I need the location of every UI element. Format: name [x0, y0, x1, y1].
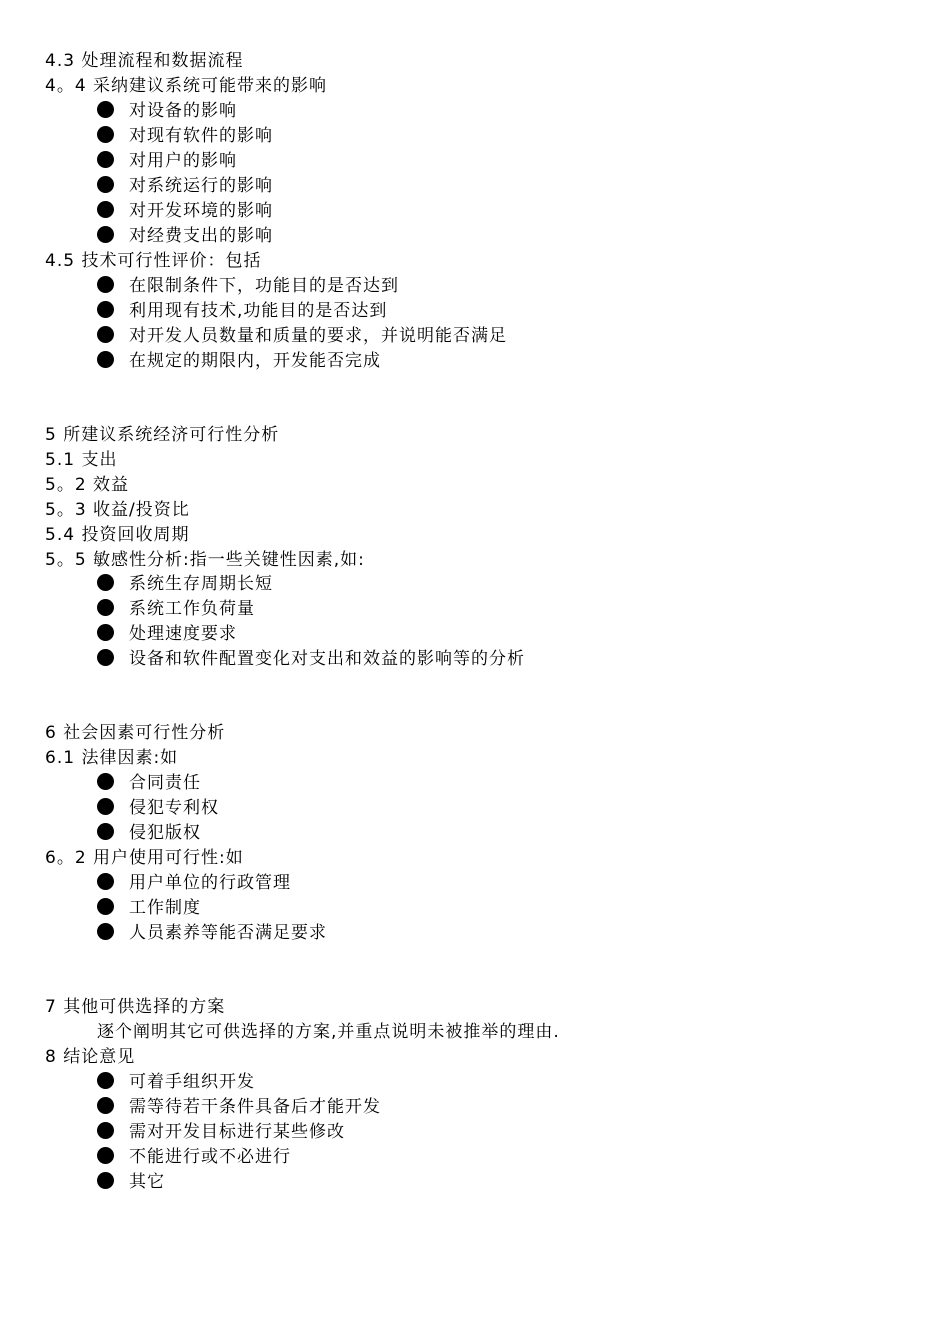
heading-8: 8 结论意见	[45, 1047, 136, 1067]
bullet-icon	[97, 923, 114, 940]
list-item	[97, 224, 273, 249]
list-item	[97, 274, 399, 299]
paragraph-7-text: 逐个阐明其它可供选择的方案,并重点说明未被推举的理由.	[97, 1022, 560, 1042]
list-item-text: 对系统运行的影响	[129, 176, 273, 196]
list-item-text: 用户单位的行政管理	[129, 873, 291, 893]
heading-5-2: 5。2 效益	[45, 475, 130, 495]
list-item	[97, 1120, 345, 1145]
heading-6: 6 社会因素可行性分析	[45, 723, 226, 743]
list-item-text: 系统工作负荷量	[129, 599, 255, 619]
list-item	[97, 771, 201, 796]
list-item	[97, 174, 273, 199]
heading-5: 5 所建议系统经济可行性分析	[45, 425, 280, 445]
bullet-icon	[97, 898, 114, 915]
heading-4-4: 4。4 采纳建议系统可能带来的影响	[45, 76, 328, 96]
list-item	[97, 299, 387, 324]
bullet-icon	[97, 1122, 114, 1139]
list-item-text: 其它	[129, 1172, 165, 1192]
list-item-text: 利用现有技术,功能目的是否达到	[129, 301, 388, 321]
list-item-text: 系统生存周期长短	[129, 574, 273, 594]
list-item	[97, 796, 219, 821]
bullet-icon	[97, 624, 114, 641]
list-item	[97, 597, 255, 622]
bullet-icon	[97, 1072, 114, 1089]
bullet-icon	[97, 201, 114, 218]
bullet-icon	[97, 773, 114, 790]
bullet-icon	[97, 798, 114, 815]
bullet-icon	[97, 226, 114, 243]
list-item	[97, 647, 525, 672]
bullet-icon	[97, 873, 114, 890]
list-item-text: 合同责任	[129, 773, 201, 793]
list-item	[97, 1095, 381, 1120]
list-item-text: 需等待若干条件具备后才能开发	[129, 1097, 381, 1117]
list-item	[97, 199, 273, 224]
bullet-icon	[97, 101, 114, 118]
list-item-text: 对设备的影响	[129, 101, 237, 121]
list-item-text: 在限制条件下，功能目的是否达到	[129, 276, 399, 296]
list-item-text: 需对开发目标进行某些修改	[129, 1122, 345, 1142]
list-item	[97, 622, 237, 647]
bullet-icon	[97, 126, 114, 143]
list-item	[97, 921, 327, 946]
bullet-icon	[97, 326, 114, 343]
list-item	[97, 124, 273, 149]
list-item	[97, 1170, 165, 1195]
heading-5-5: 5。5 敏感性分析:指一些关键性因素,如:	[45, 550, 365, 570]
list-item-text: 对现有软件的影响	[129, 126, 273, 146]
heading-7: 7 其他可供选择的方案	[45, 997, 226, 1017]
list-item-text: 侵犯版权	[129, 823, 201, 843]
bullet-icon	[97, 351, 114, 368]
bullet-icon	[97, 823, 114, 840]
list-item	[97, 1145, 291, 1170]
bullet-icon	[97, 176, 114, 193]
list-item	[97, 324, 507, 349]
bullet-icon	[97, 151, 114, 168]
list-item-text: 对开发人员数量和质量的要求，并说明能否满足	[129, 326, 507, 346]
bullet-icon	[97, 1172, 114, 1189]
heading-5-1: 5.1 支出	[45, 450, 118, 470]
list-item-text: 对用户的影响	[129, 151, 237, 171]
list-item-text: 侵犯专利权	[129, 798, 219, 818]
list-item-text: 工作制度	[129, 898, 201, 918]
heading-5-3: 5。3 收益/投资比	[45, 500, 190, 520]
list-item-text: 人员素养等能否满足要求	[129, 923, 327, 943]
heading-5-4: 5.4 投资回收周期	[45, 525, 190, 545]
list-item-text: 在规定的期限内，开发能否完成	[129, 351, 381, 371]
list-item	[97, 349, 381, 374]
list-item	[97, 99, 237, 124]
list-item	[97, 149, 237, 174]
heading-6-1: 6.1 法律因素:如	[45, 748, 179, 768]
list-item-text: 不能进行或不必进行	[129, 1147, 291, 1167]
list-item-text: 可着手组织开发	[129, 1072, 255, 1092]
list-item-text: 设备和软件配置变化对支出和效益的影响等的分析	[129, 649, 525, 669]
bullet-icon	[97, 574, 114, 591]
list-item-text: 对开发环境的影响	[129, 201, 273, 221]
list-item	[97, 821, 201, 846]
bullet-icon	[97, 1097, 114, 1114]
bullet-icon	[97, 599, 114, 616]
bullet-icon	[97, 649, 114, 666]
bullet-icon	[97, 1147, 114, 1164]
list-item	[97, 572, 273, 597]
bullet-icon	[97, 276, 114, 293]
list-item	[97, 1070, 255, 1095]
list-item	[97, 871, 291, 896]
list-item-text: 处理速度要求	[129, 624, 237, 644]
list-item	[97, 896, 201, 921]
bullet-icon	[97, 301, 114, 318]
list-item-text: 对经费支出的影响	[129, 226, 273, 246]
heading-4-3: 4.3 处理流程和数据流程	[45, 51, 244, 71]
heading-6-2: 6。2 用户使用可行性:如	[45, 848, 244, 868]
heading-4-5: 4.5 技术可行性评价：包括	[45, 251, 262, 271]
